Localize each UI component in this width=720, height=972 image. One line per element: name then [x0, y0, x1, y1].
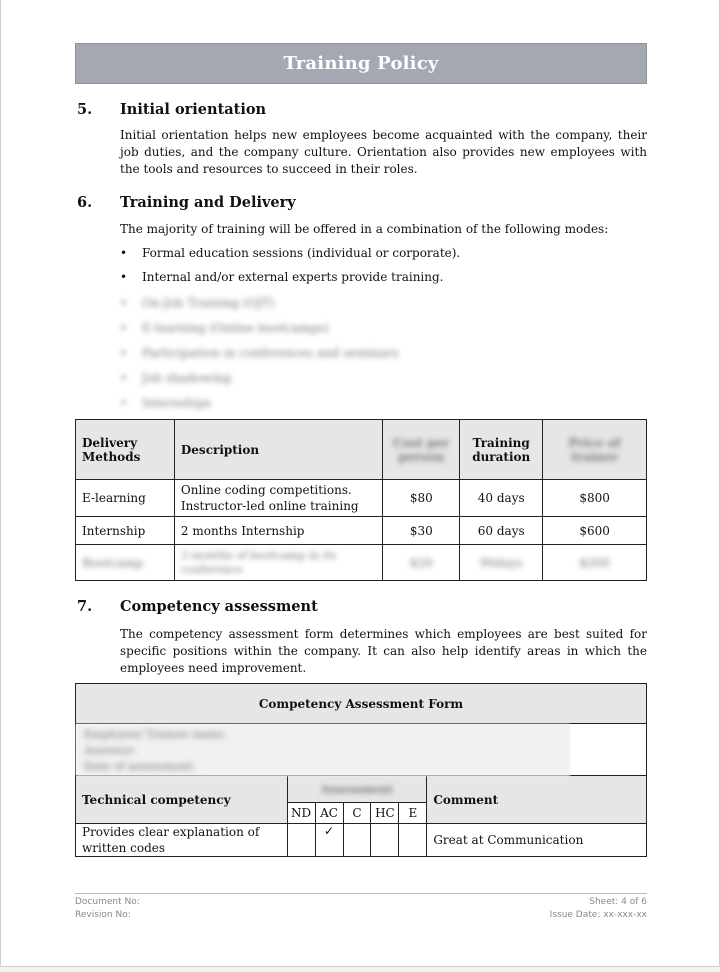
sheet-number: Sheet: 4 of 6 — [589, 897, 647, 907]
cell-total: $600 — [543, 517, 647, 545]
competency-assessment-table — [75, 683, 647, 857]
blurred-bullet-item: • Participation in conferences and seminars — [120, 346, 399, 360]
blurred-bullet-item: • Internships — [120, 396, 212, 410]
cell-description: 3 months of bootcamp in its conference — [174, 545, 382, 581]
section-6-intro: The majority of training will be offered in a combination of the following modes: — [120, 222, 609, 236]
table-row-blurred — [76, 545, 647, 581]
header-total-blurred: Price of trainer — [543, 420, 647, 480]
document-number-label: Document No: — [75, 897, 140, 907]
bullet-item: • Internal and/or external experts provide training. — [120, 270, 444, 284]
section-7-number: 7. — [77, 598, 93, 615]
header-comment: Comment — [427, 776, 647, 824]
cell-hc — [371, 824, 399, 857]
cell-nd — [287, 824, 315, 857]
section-7-title: Competency assessment — [120, 598, 318, 615]
form-info-row — [76, 724, 647, 776]
section-5-title: Initial orientation — [120, 101, 267, 118]
competency-row — [76, 824, 647, 857]
issue-date: Issue Date: xx-xxx-xx — [549, 910, 647, 920]
cell-cost: $30 — [383, 517, 460, 545]
section-6-title: Training and Delivery — [120, 194, 296, 211]
form-title: Competency Assessment Form — [76, 684, 647, 724]
table-row — [76, 480, 647, 517]
scale-c: C — [343, 803, 371, 824]
form-title-row — [76, 684, 647, 724]
cell-cost: $20 — [383, 545, 460, 581]
revision-number-label: Revision No: — [75, 910, 131, 920]
blurred-bullet-item: • Job shadowing — [120, 371, 231, 385]
cell-duration: 40 days — [460, 480, 543, 517]
cell-duration: 60 days — [460, 517, 543, 545]
scale-nd: ND — [287, 803, 315, 824]
header-training-duration: Training duration — [460, 420, 543, 480]
header-assessment-blurred: Assessment — [287, 776, 427, 803]
cell-competency: Provides clear explanation of written codes — [76, 824, 288, 857]
section-7-text: The competency assessment form determines which employees are best suited for specific positions within the company. It can also help identify areas in which the employees need improvement. — [120, 627, 647, 675]
scale-hc: HC — [371, 803, 399, 824]
table-header-row — [76, 420, 647, 480]
section-5-number: 5. — [77, 101, 93, 118]
page-footer — [75, 893, 647, 922]
cell-comment: Great at Communication — [427, 824, 647, 857]
scale-e: E — [399, 803, 427, 824]
cell-total: $800 — [543, 480, 647, 517]
check-icon: ✓ — [315, 824, 343, 857]
header-delivery-methods: Delivery Methods — [76, 420, 175, 480]
blurred-bullet-item: • On-Job Training (OJT) — [120, 296, 275, 310]
delivery-methods-table — [75, 419, 647, 581]
cell-description: 2 months Internship — [174, 517, 382, 545]
cell-method: E-learning — [76, 480, 175, 517]
header-description: Description — [174, 420, 382, 480]
bullet-item: • Formal education sessions (individual or corporate). — [120, 246, 461, 260]
cell-description: Online coding competitions. Instructor-led online training — [174, 480, 382, 517]
cell-c — [343, 824, 371, 857]
table-row — [76, 517, 647, 545]
header-cost-blurred: Cost per person — [383, 420, 460, 480]
blurred-info-text: Employee/ Trainee name: Assessor: Date of assessment: — [84, 728, 227, 773]
section-5-text: Initial orientation helps new employees become acquainted with the company, their job duties, and the company culture. Orientation also provides new employees with the tools and resources to succeed in their roles. — [120, 128, 647, 176]
cell-method: Internship — [76, 517, 175, 545]
cell-total: $200 — [543, 545, 647, 581]
cell-method: Bootcamp — [76, 545, 175, 581]
scale-ac: AC — [315, 803, 343, 824]
section-6-number: 6. — [77, 194, 93, 211]
page-title: Training Policy — [75, 43, 647, 84]
cell-duration: 90days — [460, 545, 543, 581]
header-technical-competency: Technical competency — [76, 776, 288, 824]
form-info-cell — [76, 724, 647, 776]
cell-cost: $80 — [383, 480, 460, 517]
assessment-header-row — [76, 776, 647, 803]
blurred-bullet-item: • E-learning (Online bootcamps) — [120, 321, 329, 335]
cell-e — [399, 824, 427, 857]
